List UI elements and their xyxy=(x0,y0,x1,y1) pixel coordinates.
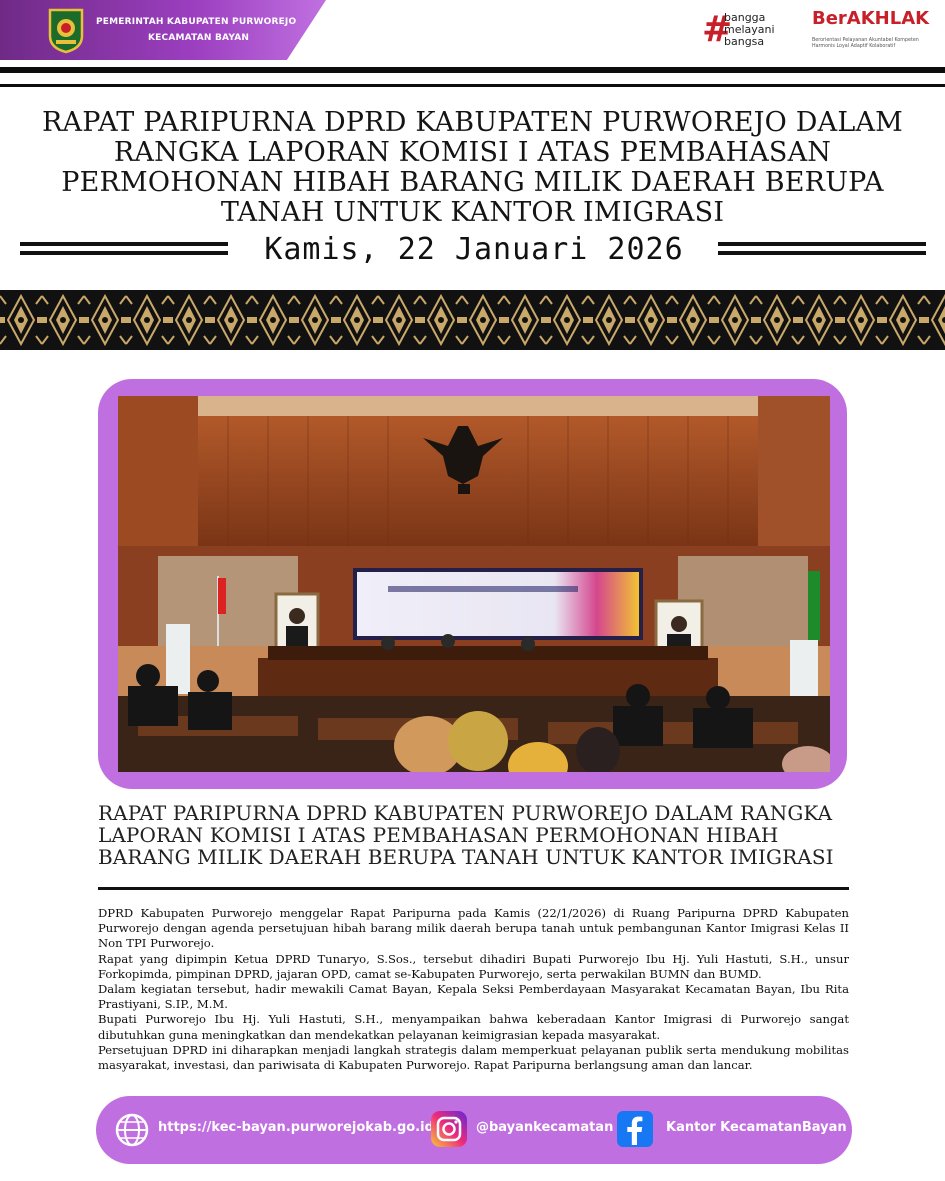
plenary-meeting-photo xyxy=(118,396,830,772)
date-rule-right xyxy=(718,242,926,256)
body-paragraph: Bupati Purworejo Ibu Hj. Yuli Hastuti, S.H., menyampaikan bahwa keberadaan Kantor Imigrasi di Purworejo sangat dibutuhkan guna meningkatkan dan mendekatkan pelayanan keimigrasian kepada masyarakat. xyxy=(98,1012,849,1042)
instagram-icon[interactable] xyxy=(431,1111,467,1147)
bangga-melayani-bangsa-logo xyxy=(702,10,792,54)
body-paragraph: Rapat yang dipimpin Ketua DPRD Tunaryo, S.Sos., tersebut dihadiri Bupati Purworejo Ibu Hj. Yuli Hastuti, S.H., unsur Forkopimda, pimpinan DPRD, jajaran OPD, camat se-Kabupaten Purworejo, serta perwakilan BUMN dan BUMD. xyxy=(98,951,849,981)
page-title: RAPAT PARIPURNA DPRD KABUPATEN PURWOREJO DALAM RANGKA LAPORAN KOMISI I ATAS PEMBAHASAN PERMOHONAN HIBAH BARANG MILIK DAERAH BERUPA TANAH UNTUK KANTOR IMIGRASI xyxy=(41,107,904,228)
website-link[interactable]: https://kec-bayan.purworejokab.go.id/ xyxy=(158,1120,439,1135)
instagram-handle[interactable]: @bayankecamatan xyxy=(476,1120,614,1135)
facebook-page[interactable]: Kantor KecamatanBayan xyxy=(666,1120,847,1135)
photo-caption: RAPAT PARIPURNA DPRD KABUPATEN PURWOREJO DALAM RANGKA LAPORAN KOMISI I ATAS PEMBAHASAN PERMOHONAN HIBAH BARANG MILIK DAERAH BERUPA TANAH UNTUK KANTOR IMIGRASI xyxy=(98,801,834,869)
globe-icon xyxy=(114,1112,150,1148)
body-paragraph: Persetujuan DPRD ini diharapkan menjadi langkah strategis dalam memperkuat pelayanan publik serta mendukung mobilitas masyarakat, investasi, dan pariwisata di Kabupaten Purworejo. Rapat Paripurna berlangsung aman dan lancar. xyxy=(98,1042,849,1073)
facebook-icon[interactable] xyxy=(617,1111,653,1147)
contact-footer xyxy=(96,1096,852,1164)
article-body xyxy=(98,906,849,1073)
government-name xyxy=(96,14,296,46)
event-date: Kamis, 22 Januari 2026 xyxy=(264,232,684,267)
date-row xyxy=(0,230,945,270)
gov-line-regency: PEMERINTAH KABUPATEN PURWOREJO xyxy=(96,17,297,27)
gov-line-district: KECAMATAN BAYAN xyxy=(148,33,250,43)
bangga-word-2: melayani xyxy=(724,23,775,36)
body-paragraph: DPRD Kabupaten Purworejo menggelar Rapat Paripurna pada Kamis (22/1/2026) di Ruang Paripurna DPRD Kabupaten Purworejo dengan agenda persetujuan hibah barang milik daerah berupa tanah untuk pembangunan Kantor Imigrasi Kelas II Non TPI Purworejo. xyxy=(98,906,849,951)
date-rule-left xyxy=(20,242,228,256)
berakhlak-subtitle: Berorientasi Pelayanan Akuntabel Kompeten Harmonis Loyal Adaptif Kolaboratif xyxy=(812,38,919,49)
berakhlak-title: BerAKHLAK xyxy=(812,8,930,29)
header-divider-thin xyxy=(0,84,945,87)
header-divider-thick xyxy=(0,67,945,73)
bangga-word-1: bangga xyxy=(724,11,766,24)
body-paragraph: Dalam kegiatan tersebut, hadir mewakili Camat Bayan, Kepala Seksi Pemberdayaan Masyarakat Kecamatan Bayan, Ibu Rita Prastiyani, S.IP., M.M. xyxy=(98,982,849,1012)
regency-emblem-icon xyxy=(46,6,86,54)
bangga-word-3: bangsa xyxy=(724,35,765,48)
berakhlak-logo xyxy=(812,8,938,58)
caption-divider xyxy=(98,887,849,890)
songket-ornament-band xyxy=(0,290,945,350)
header xyxy=(0,0,945,70)
hashtag-icon: # xyxy=(702,9,733,50)
